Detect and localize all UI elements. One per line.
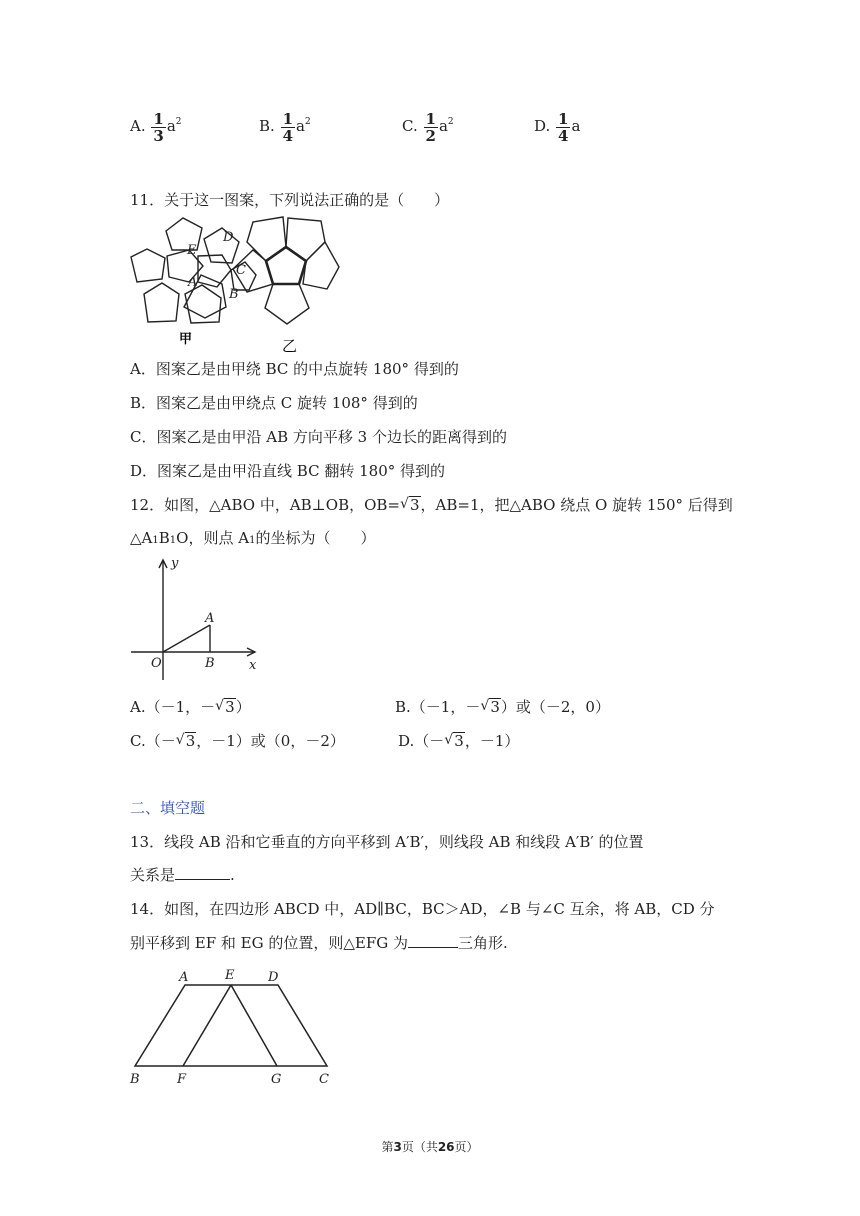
q14-label-g: G <box>271 1072 282 1087</box>
q12-label-a: A <box>205 611 215 626</box>
q14-label-d: D <box>268 970 279 985</box>
q11-label-e: E <box>187 243 197 258</box>
q11-label-b: B <box>229 287 239 302</box>
q12-axis-y: y <box>171 556 179 571</box>
q10-option-c: C. $\frac{1}{2}$ $a^2$ <box>402 109 454 145</box>
q12-option-c: C.（－ √ 3，－1）或（0，－2） <box>130 732 345 750</box>
q14-label-c: C <box>319 1072 329 1087</box>
q11-option-a: A．图案乙是由甲绕 BC 的中点旋转 180° 得到的 <box>130 360 459 378</box>
q11-stem: 11．关于这一图案，下列说法正确的是（ ） <box>130 191 450 209</box>
q11-label-a: A <box>188 275 198 290</box>
q14-line1: 14．如图，在四边形 ABCD 中，AD∥BC，BC＞AD，∠B 与∠C 互余，将 AB，CD 分 <box>130 900 715 918</box>
q12-label-o: O <box>151 656 162 671</box>
q12-stem-line2: $\triangle A_1B_1O$，则点 $A_1$的坐标为（ ） <box>130 529 376 547</box>
pentagon-right-upper <box>198 255 231 287</box>
q11-option-b: B．图案乙是由甲绕点 C 旋转 108° 得到的 <box>130 394 418 412</box>
q14-label-f: F <box>177 1072 187 1087</box>
pentagon-e <box>166 218 202 250</box>
q12-option-b: B.（－1，－ √ 3）或（－2，0） <box>395 698 610 716</box>
pentagon-left <box>131 249 165 282</box>
q10-option-b: B. $\frac{1}{4}$ $a^2$ <box>259 109 311 145</box>
q14-label-e: E <box>225 968 235 983</box>
q11-figure <box>125 212 350 357</box>
q14-figure <box>125 963 340 1093</box>
fraction: $\frac{1}{4}$ <box>558 109 569 145</box>
total-pages: 26 <box>437 1140 455 1154</box>
q12-option-a: A.（－1，－ √ 3） <box>130 698 251 716</box>
pentagon-bottom-left <box>144 283 179 322</box>
q13-line1: 13．线段 AB 沿和它垂直的方向平移到 A′B′，则线段 AB 和线段 A′B′ 的位置 <box>130 833 644 851</box>
q12-option-d: D.（－ √ 3，－1） <box>398 732 520 750</box>
sqrt: √ 3 <box>480 698 500 716</box>
q10-option-a: A. $\frac{1}{3}$ $a^2$ <box>130 109 182 145</box>
q11-label-c: C <box>236 263 246 278</box>
current-page: 3 <box>393 1140 402 1154</box>
q14-label-b: B <box>130 1072 140 1087</box>
q11-caption-right: 乙 <box>282 337 298 355</box>
q12-axis-x: x <box>249 658 257 673</box>
pentagon-d <box>204 228 239 263</box>
q12-label-b: B <box>205 656 215 671</box>
fraction: $\frac{1}{2}$ <box>425 109 436 145</box>
q11-option-d: D．图案乙是由甲沿直线 BC 翻转 180° 得到的 <box>130 462 446 480</box>
answer-blank[interactable] <box>408 933 458 948</box>
q11-caption-left: 甲 <box>179 332 193 347</box>
fraction: $\frac{1}{4}$ <box>282 109 294 145</box>
answer-blank[interactable] <box>175 865 230 880</box>
sqrt: √ 3 <box>400 496 420 514</box>
section-title: 二、填空题 <box>130 799 206 817</box>
sqrt: √ 3 <box>444 732 464 750</box>
sqrt: √ 3 <box>215 698 235 716</box>
sqrt: √ 3 <box>175 732 196 750</box>
q13-line2: 关系是 . <box>130 866 235 884</box>
fraction: $\frac{1}{3}$ <box>153 109 164 145</box>
page-footer: 第3页（共26页） <box>381 1140 479 1154</box>
q12-stem-line1: 12．如图，△ABO 中，AB⊥OB，OB= √ 3，AB=1，把△ABO 绕点 O 旋转 150° 后得到 <box>130 496 733 514</box>
q11-label-d: D <box>223 230 234 245</box>
q10-option-d: D. $\frac{1}{4}$ a <box>534 109 581 145</box>
q11-option-c: C．图案乙是由甲沿 AB 方向平移 3 个边长的距离得到的 <box>130 428 507 446</box>
q12-figure <box>125 552 270 682</box>
q14-line2: 别平移到 EF 和 EG 的位置，则△EFG 为 三角形. <box>130 934 508 952</box>
q14-label-a: A <box>179 970 189 985</box>
